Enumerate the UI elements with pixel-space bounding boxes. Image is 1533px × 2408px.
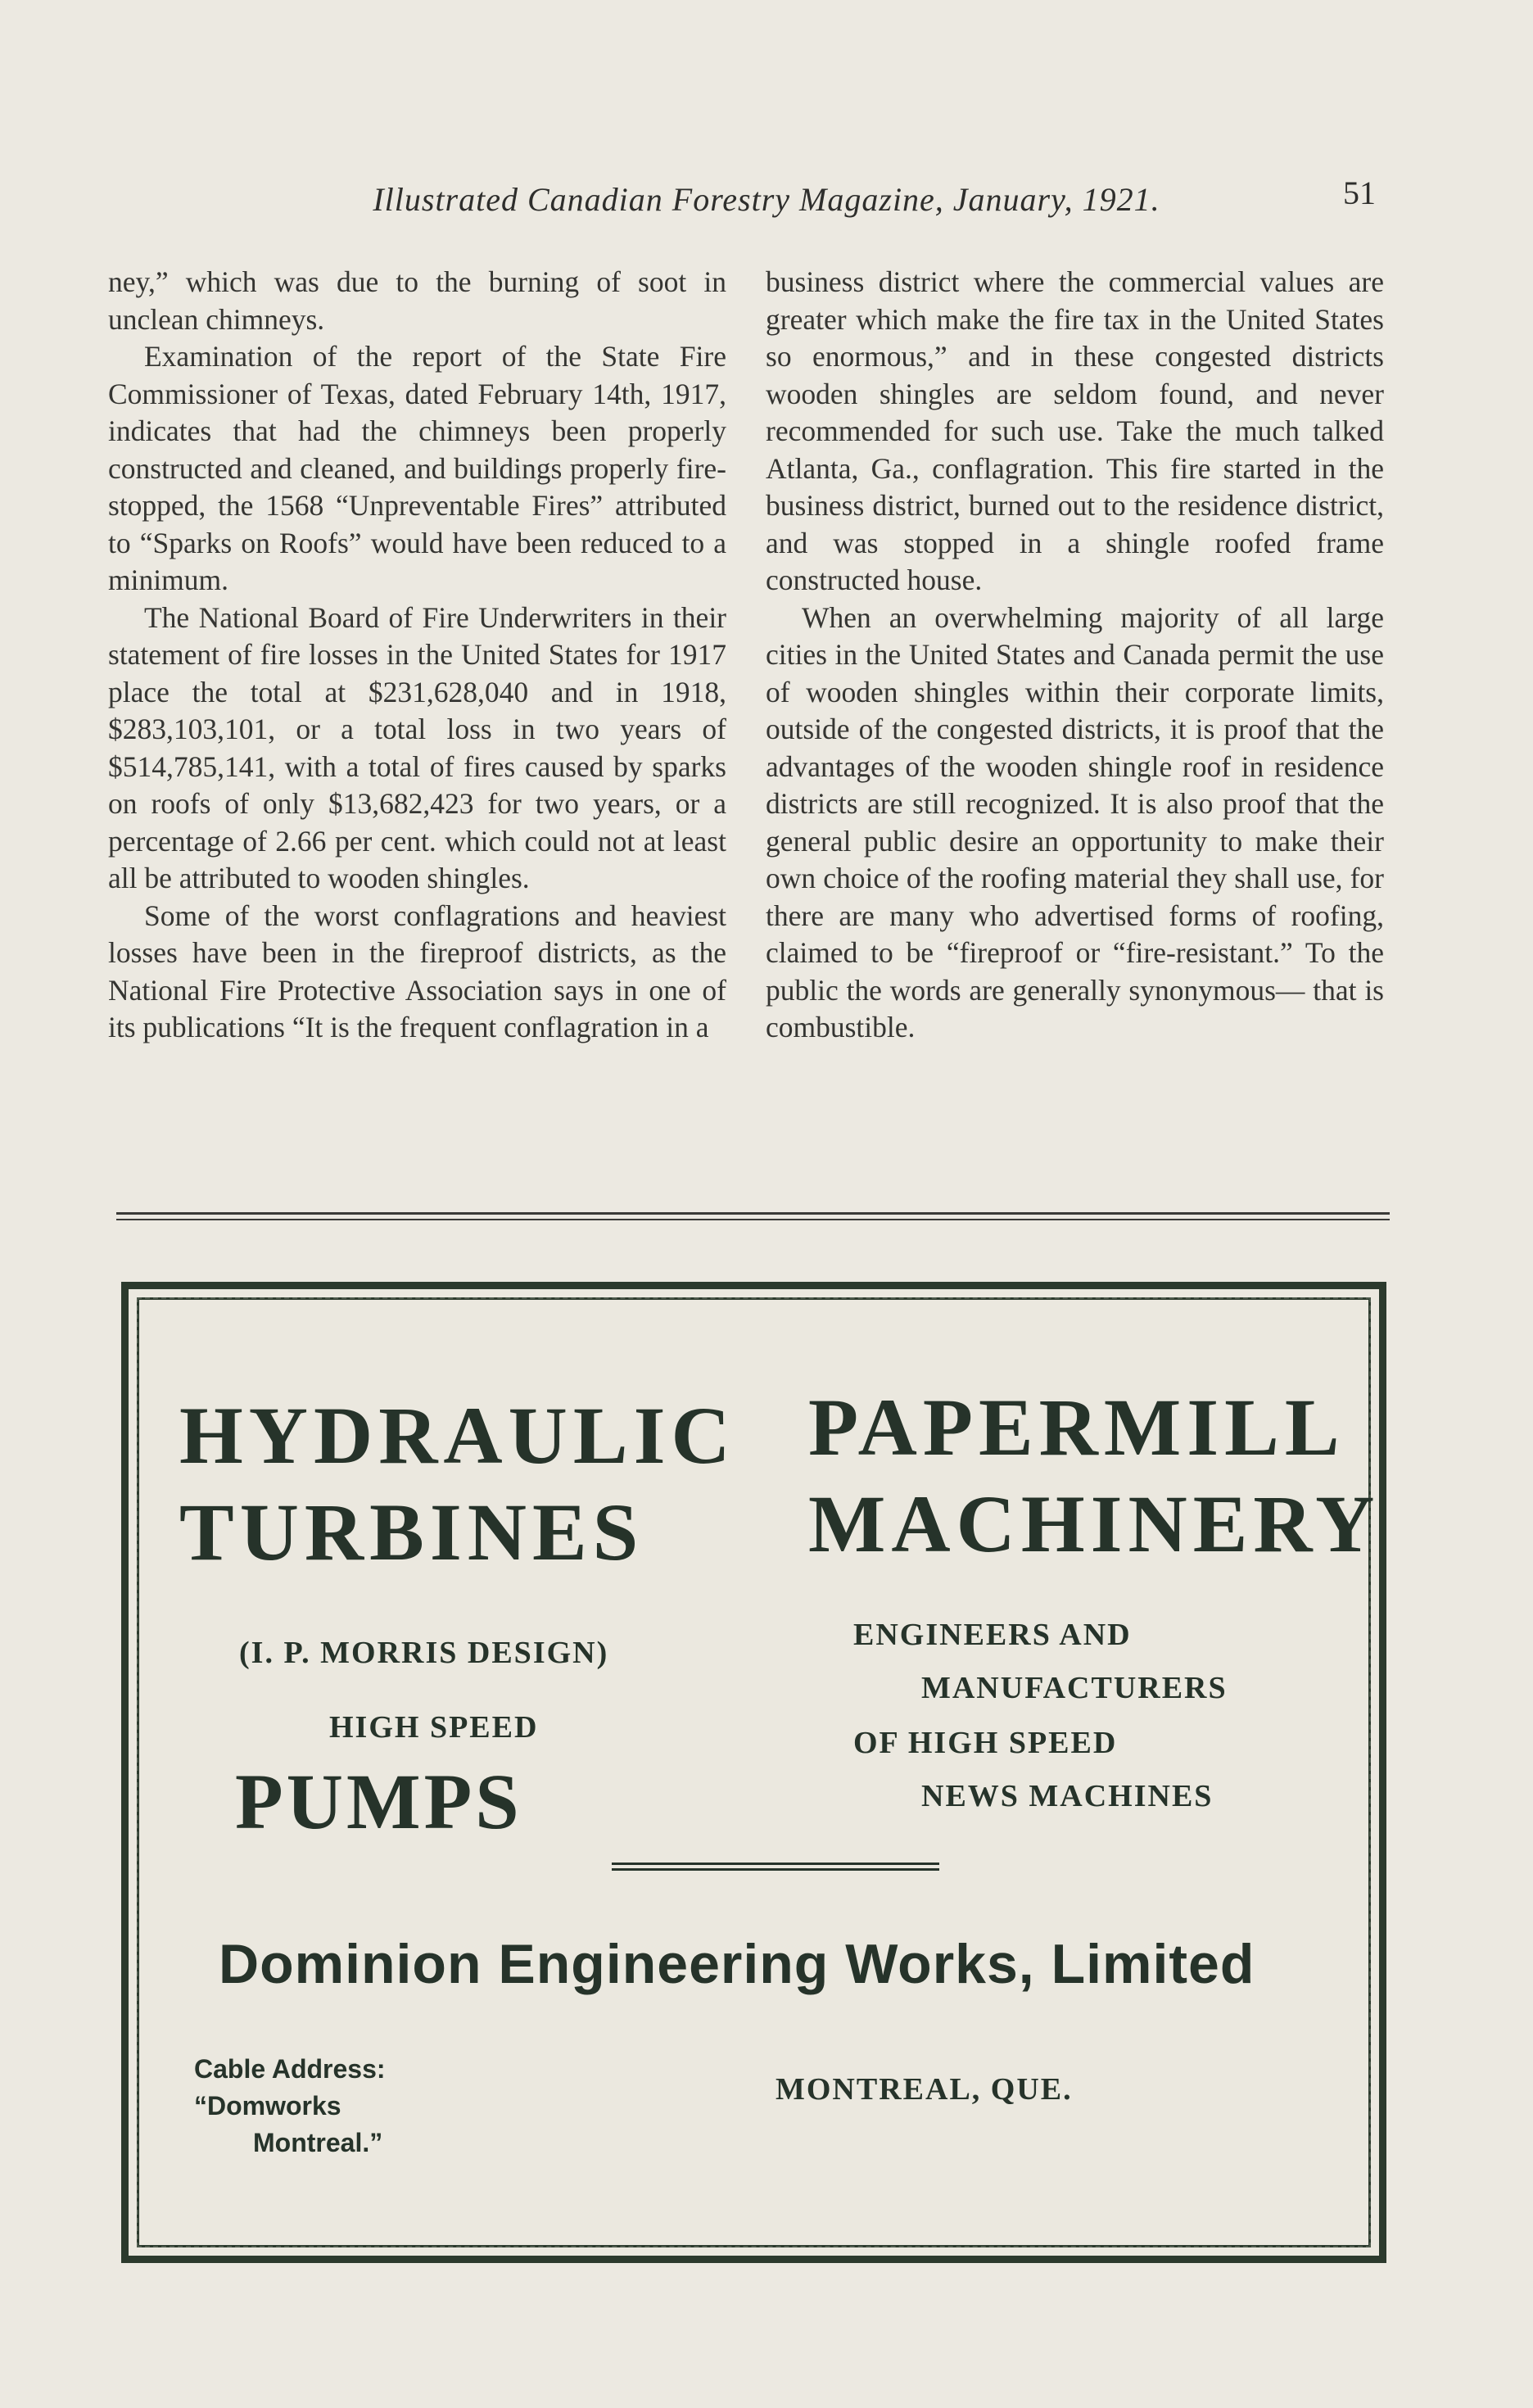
paragraph: The National Board of Fire Underwriters in their statement of fire losses in the United States for 1917 place the total at $231,628,040 and in 1918, $283,103,101, or a total loss in two years of $514,785,141, with a total of fires caused by sparks on roofs of only $13,682,423 for two years, or a percentage of 2.66 per cent. which could not at least all be attributed to wooden shingles. — [108, 600, 726, 894]
ad-heading-hydraulic: HYDRAULIC — [179, 1390, 736, 1481]
page-number: 51 — [1343, 174, 1376, 211]
ad-cable-value: “Domworks — [194, 2091, 341, 2121]
paragraph: Examination of the report of the State Fire Commissioner of Texas, dated February 14th, 1917, indicates that had the chimneys been properly constructed and cleaned, and buildings properly fire-stopped, the 1568 “Unpreventable Fires” attributed to “Sparks on Roofs” would have been reduced to a minimum. — [108, 340, 726, 596]
ad-heading-machinery: MACHINERY — [808, 1478, 1381, 1569]
ad-location: MONTREAL, QUE. — [776, 2072, 1073, 2107]
ad-design-note: (I. P. MORRIS DESIGN) — [239, 1636, 609, 1670]
paragraph: When an overwhelming majority of all large cities in the United States and Canada permit the use of wooden shingles within their corporate limits, outside of the congested districts, it is proof that the advantages of the wooden shingle roof in residence districts are still recognized. It is also proof that the general public desire an opportunity to make their own choice of the roofing material they shall use, for there are many who advertised forms of roofing, claimed to be “fireproof or “fire-resistant.” To the public the words are generally synonymous— that is combustible. — [766, 600, 1384, 1043]
article-left-column — [108, 264, 726, 1047]
running-title: Illustrated Canadian Forestry Magazine, January, 1921. — [373, 181, 1160, 218]
ad-engineers-line4: NEWS MACHINES — [921, 1779, 1214, 1813]
advertisement-box — [121, 1282, 1386, 2263]
ad-heading-papermill: PAPERMILL — [808, 1382, 1345, 1473]
article-right-column — [766, 264, 1384, 1047]
paragraph: business district where the commercial values are greater which make the fire tax in the United States so enormous,” and in these congested districts wooden shingles are seldom found, and never recommended for such use. Take the much talked Atlanta, Ga., conflagration. This fire started in the business district, burned out to the residence district, and was stopped in a shingle roofed frame constructed house. — [766, 265, 1384, 596]
ad-cable-city: Montreal.” — [253, 2128, 383, 2157]
ad-engineers-line3: OF HIGH SPEED — [853, 1726, 1118, 1760]
ad-engineers-line1: ENGINEERS AND — [853, 1618, 1132, 1652]
ad-high-speed: HIGH SPEED — [329, 1710, 539, 1745]
ad-center-rule — [612, 1863, 939, 1874]
paragraph: ney,” which was due to the burning of soot in unclean chimneys. — [108, 265, 726, 336]
section-divider — [116, 1212, 1390, 1220]
ad-pumps: PUMPS — [235, 1758, 522, 1845]
ad-heading-turbines: TURBINES — [179, 1487, 644, 1577]
ad-company-name: Dominion Engineering Works, Limited — [219, 1933, 1255, 1995]
ad-cable-label: Cable Address: — [194, 2054, 386, 2084]
paragraph: Some of the worst conflagrations and heaviest losses have been in the fireproof districts, as the National Fire Protective Association says in one of its publications “It is the frequent conflagration in a — [108, 898, 726, 1043]
ad-engineers-line2: MANUFACTURERS — [921, 1671, 1228, 1705]
